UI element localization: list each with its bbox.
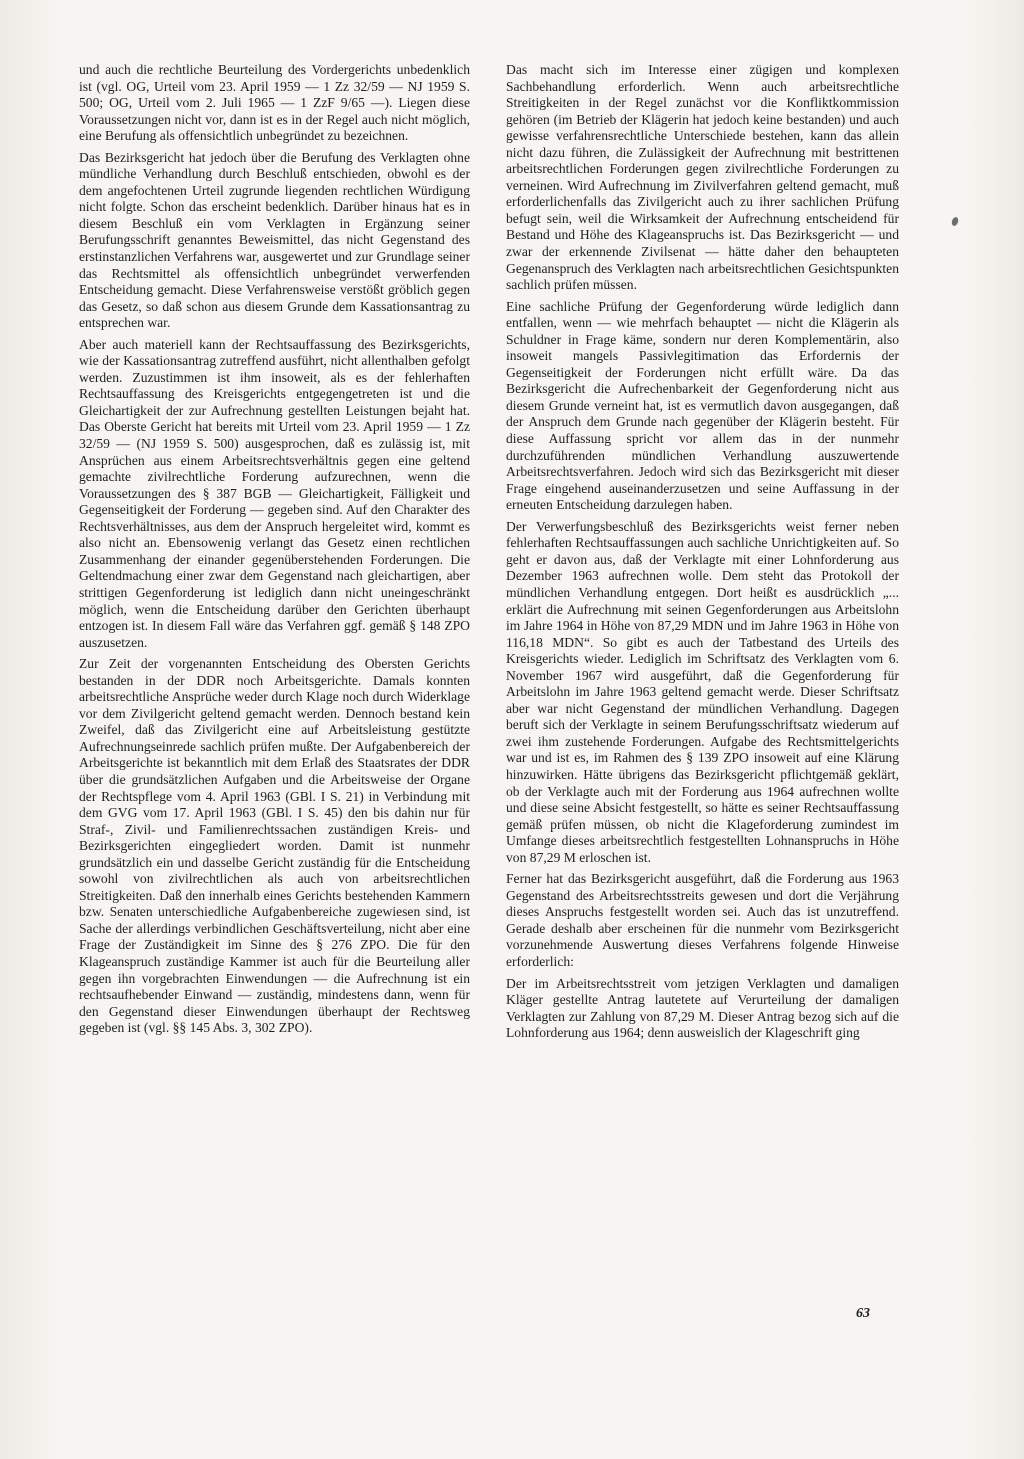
paragraph: Eine sachliche Prüfung der Gegenforderung würde lediglich dann entfallen, wenn — wie mehrfach behauptet — nicht die Klägerin als Schuldner in Frage käme, sondern nur deren Komplementärin, also insoweit mangels Passivlegitimation das Erfordernis der Gegenseitigkeit der Forderungen nicht erfüllt wäre. Da das Bezirksgericht die Aufrechenbarkeit der Gegenforderung nicht aus diesem Grunde verneint hat, ist es vermutlich davon ausgegangen, daß der Anspruch dem Grunde nach gegenüber der Klägerin besteht. Für diese Auffassung spricht vor allem das in der nunmehr durchzuführenden mündlichen Verhandlung auszuwertende Arbeitsrechtsverfahren. Jedoch wird sich das Bezirksgericht mit dieser Frage eingehend auseinanderzusetzen und seine Auffassung in der erneuten Entscheidung darzulegen haben. xyxy=(506,298,899,513)
paragraph: Das Bezirksgericht hat jedoch über die Berufung des Verklagten ohne mündliche Verhandlung durch Beschluß entschieden, obwohl es der dem angefochtenen Urteil zugrunde liegenden rechtlichen Würdigung nicht folgte. Schon das erscheint bedenklich. Darüber hinaus hat es in diesem Beschluß ein vom Verklagten in Ergänzung seiner Berufungsschrift genanntes Beweismittel, das nicht Gegenstand des erstinstanzlichen Verfahrens war, ausgewertet und zur Grundlage seiner das Rechtsmittel als offensichtlich unbegründet verwerfenden Entscheidung gemacht. Diese Verfahrensweise verstößt gröblich gegen das Gesetz, so daß schon aus diesem Grunde dem Kassationsantrag zu entsprechen war. xyxy=(79,149,470,331)
paragraph: Zur Zeit der vorgenannten Entscheidung des Obersten Gerichts bestanden in der DDR noch Arbeitsgerichte. Damals konnten arbeitsrechtliche Ansprüche weder durch Klage noch durch Widerklage vor dem Zivilgericht geltend gemacht werden. Dennoch bestand kein Zweifel, daß das Zivilgericht eine auf Arbeitsleistung gestützte Aufrechnungseinrede sachlich prüfen mußte. Der Aufgabenbereich der Arbeitsgerichte ist bekanntlich mit dem Erlaß des Staatsrates der DDR über die grundsätzlichen Aufgaben und die Arbeitsweise der Organe der Rechtspflege vom 4. April 1963 (GBl. I S. 21) in Verbindung mit dem GVG vom 17. April 1963 (GBl. I S. 45) den bis dahin nur für Straf-, Zivil- und Familienrechtssachen zuständigen Kreis- und Bezirksgerichten eingegliedert worden. Damit ist nunmehr grundsätzlich ein und dasselbe Gericht zuständig für die Entscheidung sowohl von zivilrechtlichen als auch von arbeitsrechtlichen Streitigkeiten. Daß den innerhalb eines Gerichts bestehenden Kammern bzw. Senaten unterschiedliche Aufgabenbereiche zugewiesen sind, ist Sache der allerdings verbindlichen Geschäftsverteilung, nicht aber eine Frage der Zuständigkeit im Sinne des § 276 ZPO. Die für den Klageanspruch zuständige Kammer ist auch für die Beurteilung aller gegen ihn vorgebrachten Einwendungen — die Aufrechnung ist ein rechtsaufhebender Einwand — zuständig, mindestens dann, wenn für den Gegenstand dieser Einwendungen überhaupt der Rechtsweg gegeben ist (vgl. §§ 145 Abs. 3, 302 ZPO). xyxy=(79,656,470,1036)
paragraph: Der im Arbeitsrechtsstreit vom jetzigen Verklagten und damaligen Kläger gestellte Antrag lautetete auf Verurteilung der damaligen Verklagten zur Zahlung von 87,29 M. Dieser Antrag bezog sich auf die Lohnforderung aus 1964; denn ausweislich der Klageschrift ging xyxy=(506,975,899,1041)
paragraph: Der Verwerfungsbeschluß des Bezirksgerichts weist ferner neben fehlerhaften Rechtsauffassungen auch sachliche Unrichtigkeiten auf. So geht er davon aus, daß der Verklagte mit einer Lohnforderung aus Dezember 1963 aufrechnen wolle. Dem steht das Protokoll der mündlichen Verhandlung entgegen. Dort heißt es ausdrücklich „... erklärt die Aufrechnung mit seinen Gegenforderungen aus Arbeitslohn im Jahre 1964 in Höhe von 87,29 MDN und im Jahre 1963 in Höhe von 116,18 MDN“. So gibt es auch der Tatbestand des Urteils des Kreisgerichts wieder. Lediglich im Schriftsatz des Verklagten vom 6. November 1967 wird ausgeführt, daß die Gegenforderung für Arbeitslohn im Jahre 1963 geltend gemacht werde. Dieser Schriftsatz aber war nicht Gegenstand der mündlichen Verhandlung. Dagegen beruft sich der Verklagte in seinem Berufungsschriftsatz wiederum auf zwei ihm zustehende Forderungen. Aufgabe des Rechtsmittelgerichts war und ist es, im Rahmen des § 139 ZPO insoweit auf eine Klärung hinzuwirken. Hätte übrigens das Bezirksgericht pflichtgemäß geklärt, ob der Verklagte auch mit der Forderung aus 1964 aufrechnen wollte und diese seine Absicht festgestellt, so hätte es seiner Rechtsauffassung gemäß prüfen müssen, ob nicht die Klageforderung zumindest im Umfange dieses arbeitsrechtlich festgestellten Lohnanspruchs in Höhe von 87,29 M erloschen ist. xyxy=(506,518,899,865)
paragraph: und auch die rechtliche Beurteilung des Vordergerichts unbedenklich ist (vgl. OG, Urteil vom 23. April 1959 — 1 Zz 32/59 — NJ 1959 S. 500; OG, Urteil vom 2. Juli 1965 — 1 ZzF 9/65 —). Liegen diese Voraussetzungen nicht vor, dann ist es in der Regel auch nicht möglich, eine Berufung als offensichtlich unbegründet zu bezeichnen. xyxy=(79,62,470,144)
right-text-column xyxy=(506,62,899,1047)
print-speck xyxy=(951,216,960,227)
paragraph: Aber auch materiell kann der Rechtsauffassung des Bezirksgerichts, wie der Kassationsantrag zutreffend ausführt, nicht allenthalben gefolgt werden. Zuzustimmen ist ihm insoweit, als es der fehlerhaften Rechtsauffassung des Kreisgerichts entgegengetreten ist und die Gleichartigkeit der zur Aufrechnung gestellten Leistungen bejaht hat. Das Oberste Gericht hat bereits mit Urteil vom 23. April 1959 — 1 Zz 32/59 — (NJ 1959 S. 500) ausgesprochen, daß es zulässig ist, mit Ansprüchen aus einem Arbeitsrechtsverhältnis gegen eine geltend gemachte zivilrechtliche Forderung aufzurechnen, wenn die Voraussetzungen des § 387 BGB — Gleichartigkeit, Fälligkeit und Gegenseitigkeit der Forderung — gegeben sind. Auf den Charakter des Rechtsverhältnisses, aus dem der Anspruch hergeleitet wird, kommt es also nicht an. Ebensowenig verlangt das Gesetz einen rechtlichen Zusammenhang der einander gegenüberstehenden Forderungen. Die Geltendmachung einer zwar dem Gegenstand nach gleichartigen, aber strittigen Gegenforderung ist lediglich dann nicht uneingeschränkt möglich, wenn die Entscheidung darüber den Gerichten überhaupt entzogen ist. In diesem Fall wäre das Verfahren ggf. gemäß § 148 ZPO auszusetzen. xyxy=(79,336,470,650)
paragraph: Das macht sich im Interesse einer zügigen und komplexen Sachbehandlung erforderlich. Wenn auch arbeitsrechtliche Streitigkeiten in der Regel zunächst vor die Konfliktkommission gehören (im Betrieb der Klägerin hat jedoch keine bestanden) und auch gewisse verfahrensrechtliche Unterschiede bestehen, kann das allein nicht dazu führen, die Zulässigkeit der Aufrechnung mit bestrittenen arbeitsrechtlichen Forderungen gegen zivilrechtliche Forderungen zu verneinen. Wird Aufrechnung im Zivilverfahren geltend gemacht, muß erforderlichenfalls das Zivilgericht auch zu ihrer sachlichen Prüfung befugt sein, weil die Wirksamkeit der Aufrechnung entscheidend für Bestand und Höhe des Klageanspruchs ist. Das Bezirksgericht — und zwar der erkennende Zivilsenat — hätte daher den behaupteten Gegenanspruch des Verklagten nach arbeitsrechtlichen Gesichtspunkten sachlich prüfen müssen. xyxy=(506,62,899,293)
page-number: 63 xyxy=(856,1306,870,1321)
left-text-column xyxy=(79,62,470,1042)
paragraph: Ferner hat das Bezirksgericht ausgeführt, daß die Forderung aus 1963 Gegenstand des Arbeitsrechtsstreits gewesen und dort die Verjährung dieses Anspruchs festgestellt worden sei. Auch das ist unzutreffend. Gerade deshalb aber erscheinen für die nunmehr vom Bezirksgericht vorzunehmende Auswertung dieses Verfahrens folgende Hinweise erforderlich: xyxy=(506,871,899,969)
